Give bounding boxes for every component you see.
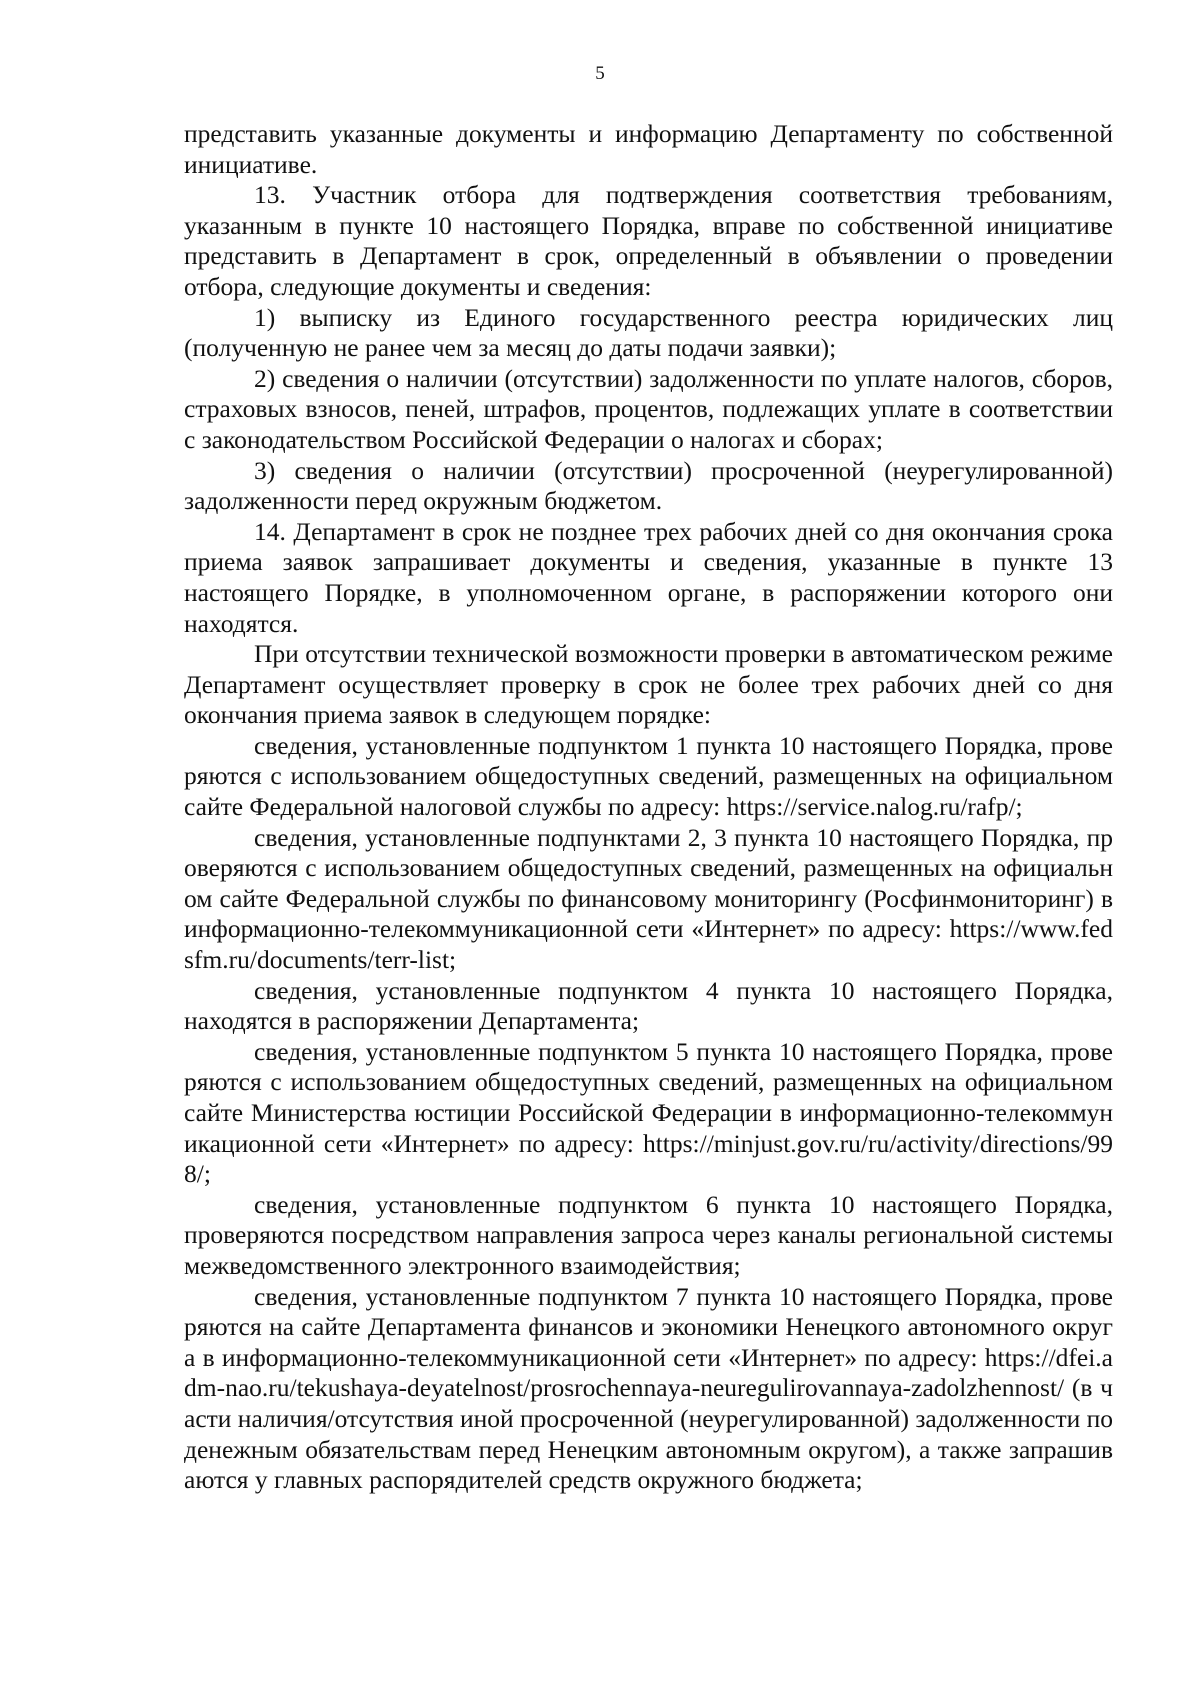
paragraph-subitem-4: сведения, установленные подпунктом 4 пункта 10 настоящего Порядка, находятся в распоряжении Департамента; xyxy=(184,975,1113,1036)
paragraph-subitem-6: сведения, установленные подпунктом 6 пункта 10 настоящего Порядка, проверяются посредством направления запроса через каналы региональной системы межведомственного электронного взаимодействия; xyxy=(184,1189,1113,1280)
paragraph-subitem-1: сведения, установленные подпунктом 1 пункта 10 настоящего Порядка, проверяются с использованием общедоступных сведений, размещенных на официальном сайте Федеральной налоговой службы по адресу: https://service.nalog.ru/rafp/; xyxy=(184,730,1113,822)
document-body xyxy=(184,119,1113,1496)
paragraph-item-1: 1) выписку из Единого государственного реестра юридических лиц (полученную не ранее чем за месяц до даты подачи заявки); xyxy=(184,302,1113,363)
paragraph-continuation: представить указанные документы и информацию Департаменту по собственной инициативе. xyxy=(184,119,1113,179)
paragraph-item-2: 2) сведения о наличии (отсутствии) задолженности по уплате налогов, сборов, страховых взносов, пеней, штрафов, процентов, подлежащих уплате в соответствии с законодательством Российской Федерации о налогах и сборах; xyxy=(184,363,1113,454)
paragraph-clause-13: 13. Участник отбора для подтверждения соответствия требованиям, указанным в пункте 10 настоящего Порядка, вправе по собственной инициативе представить в Департамент в срок, определенный в объявлении о проведении отбора, следующие документы и сведения: xyxy=(184,180,1113,301)
paragraph-subitems-2-3: сведения, установленные подпунктами 2, 3 пункта 10 настоящего Порядка, проверяются с использованием общедоступных сведений, размещенных на официальном сайте Федеральной службы по финансовому мониторингу (Росфинмониторинг) в информационно-телекоммуникационной сети «Интернет» по адресу: https://www.fedsfm.ru/documents/terr-list; xyxy=(184,822,1113,975)
paragraph-clause-14: 14. Департамент в срок не позднее трех рабочих дней со дня окончания срока приема заявок запрашивает документы и сведения, указанные в пункте 13 настоящего Порядке, в уполномоченном органе, в распоряжении которого они находятся. xyxy=(184,516,1113,638)
paragraph-item-3: 3) сведения о наличии (отсутствии) просроченной (неурегулированной) задолженности перед окружным бюджетом. xyxy=(184,455,1113,516)
page-number: 5 xyxy=(595,63,605,84)
paragraph-verification-order: При отсутствии технической возможности проверки в автоматическом режиме Департамент осуществляет проверку в срок не более трех рабочих дней со дня окончания приема заявок в следующем порядке: xyxy=(184,639,1113,730)
paragraph-subitem-7: сведения, установленные подпунктом 7 пункта 10 настоящего Порядка, проверяются на сайте Департамента финансов и экономики Ненецкого автономного округа в информационно-телекоммуникационной сети «Интернет» по адресу: https://dfei.adm-nao.ru/tekushaya-deyatelnost/prosrochennaya-neuregulirovannaya-zadolzhennost/ (в части наличия/отсутствия иной просроченной (неурегулированной) задолженности по денежным обязательствам перед Ненецким автономным округом), а также запрашиваются у главных распорядителей средств окружного бюджета; xyxy=(184,1281,1114,1495)
paragraph-subitem-5: сведения, установленные подпунктом 5 пункта 10 настоящего Порядка, проверяются с использованием общедоступных сведений, размещенных на официальном сайте Министерства юстиции Российской Федерации в информационно-телекоммуникационной сети «Интернет» по адресу: https://minjust.gov.ru/ru/activity/directions/998/; xyxy=(184,1036,1113,1189)
